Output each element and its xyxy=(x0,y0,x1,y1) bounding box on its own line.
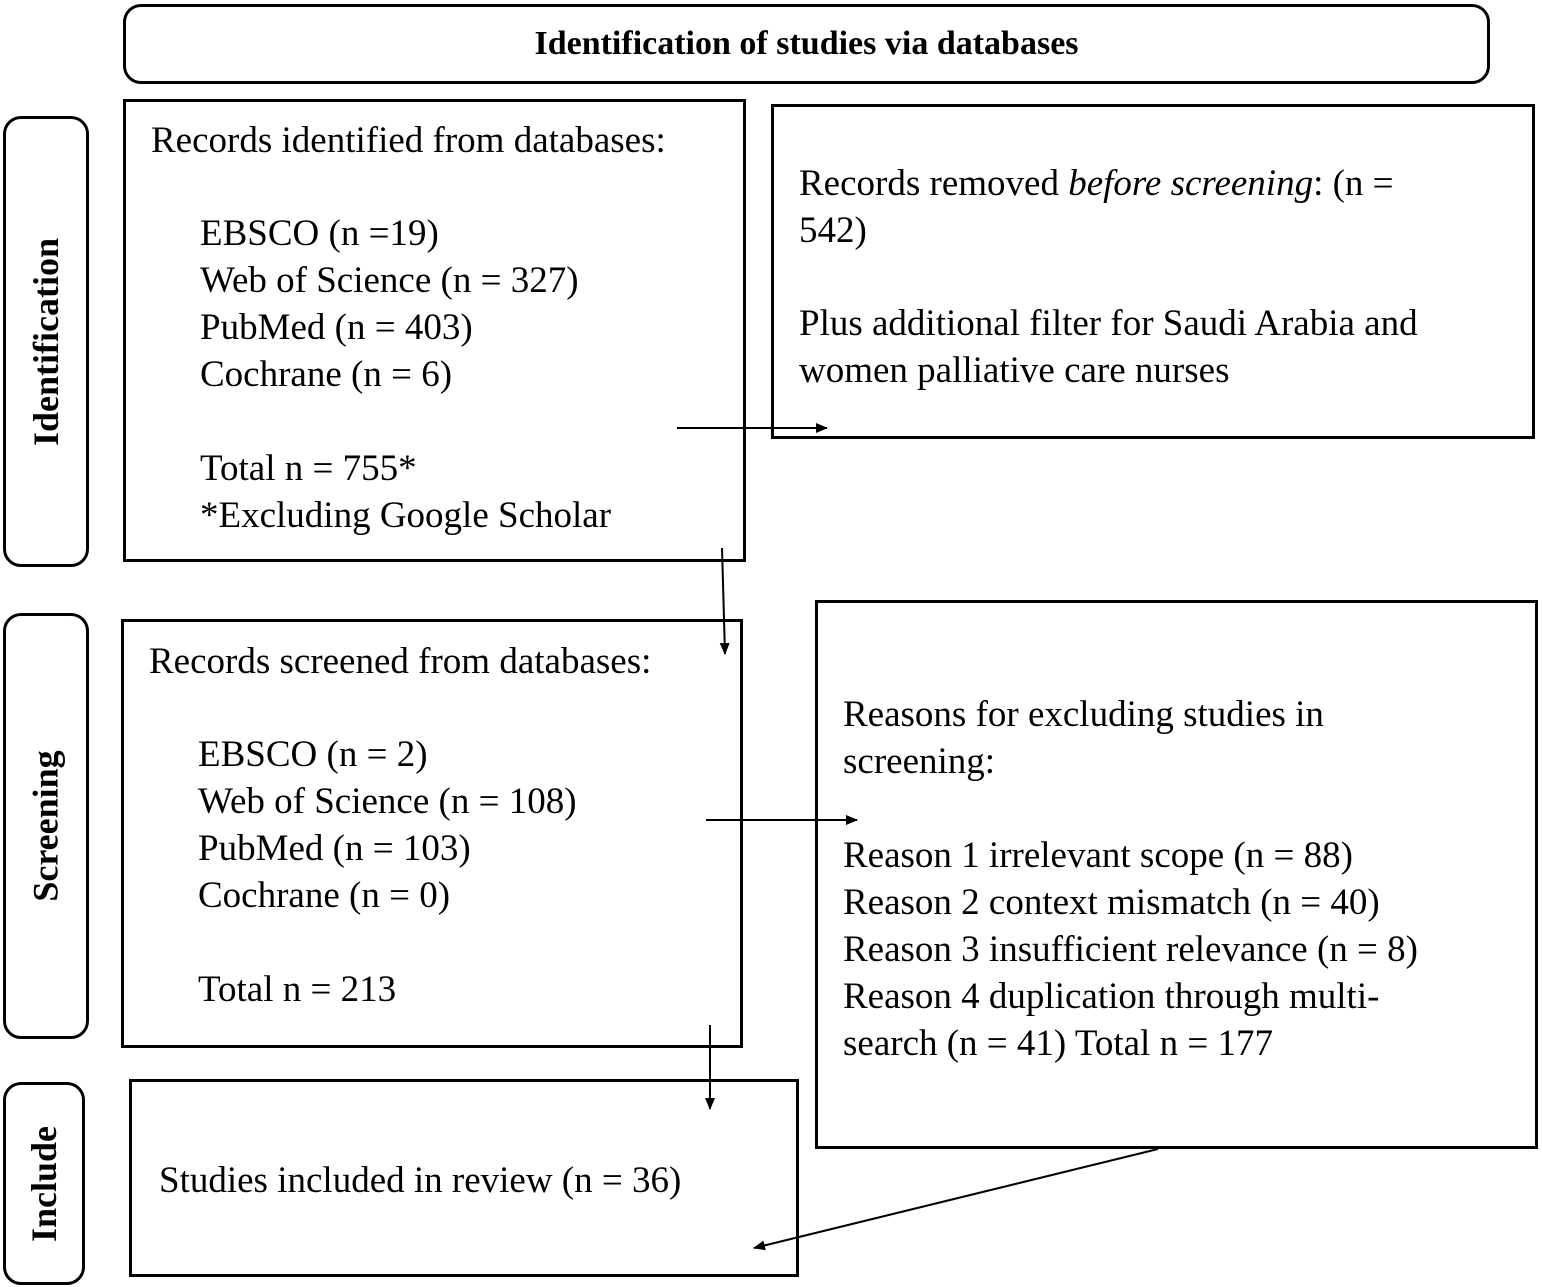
removed-suffix: : (n = xyxy=(1313,163,1394,204)
screened-item-pubmed: PubMed (n = 103) xyxy=(198,828,471,869)
excluded-reason-1: Reason 1 irrelevant scope (n = 88) xyxy=(843,835,1353,876)
removed-prefix: Records removed xyxy=(799,163,1069,204)
identified-item-pubmed: PubMed (n = 403) xyxy=(200,307,473,348)
excluded-reason-3: Reason 3 insufficient relevance (n = 8) xyxy=(843,929,1418,970)
stage-include-label: Include xyxy=(24,1125,65,1242)
stage-identification-label: Identification xyxy=(26,237,67,446)
header-title: Identification of studies via databases xyxy=(534,25,1079,62)
stage-screening-label: Screening xyxy=(26,750,66,902)
removed-extra-line2: women palliative care nurses xyxy=(799,350,1230,391)
identified-total: Total n = 755* xyxy=(200,448,417,489)
excluded-heading-line1: Reasons for excluding studies in xyxy=(843,694,1324,735)
removed-extra-line1: Plus additional filter for Saudi Arabia and xyxy=(799,303,1418,344)
screened-item-ebsco: EBSCO (n = 2) xyxy=(198,734,428,775)
screened-heading: Records screened from databases: xyxy=(149,641,652,682)
excluded-reason-2: Reason 2 context mismatch (n = 40) xyxy=(843,882,1380,923)
screened-item-cochrane: Cochrane (n = 0) xyxy=(198,875,451,916)
screened-total: Total n = 213 xyxy=(198,969,397,1010)
arrow-identified-to-screened xyxy=(722,548,725,654)
excluded-reason-4: Reason 4 duplication through multi- xyxy=(843,976,1380,1017)
screened-item-wos: Web of Science (n = 108) xyxy=(198,781,577,822)
identified-heading: Records identified from databases: xyxy=(151,120,666,161)
excluded-reason-4-cont: search (n = 41) Total n = 177 xyxy=(843,1023,1273,1064)
removed-italic: before screening xyxy=(1068,163,1314,204)
identified-note: *Excluding Google Scholar xyxy=(200,495,612,536)
arrow-excluded-to-included xyxy=(754,1149,1158,1248)
identified-item-cochrane: Cochrane (n = 6) xyxy=(200,354,453,395)
excluded-heading-line2: screening: xyxy=(843,741,996,782)
included-text: Studies included in review (n = 36) xyxy=(159,1160,682,1201)
identified-item-ebsco: EBSCO (n =19) xyxy=(200,213,439,254)
identified-item-wos: Web of Science (n = 327) xyxy=(200,260,579,301)
removed-count: 542) xyxy=(799,210,867,251)
